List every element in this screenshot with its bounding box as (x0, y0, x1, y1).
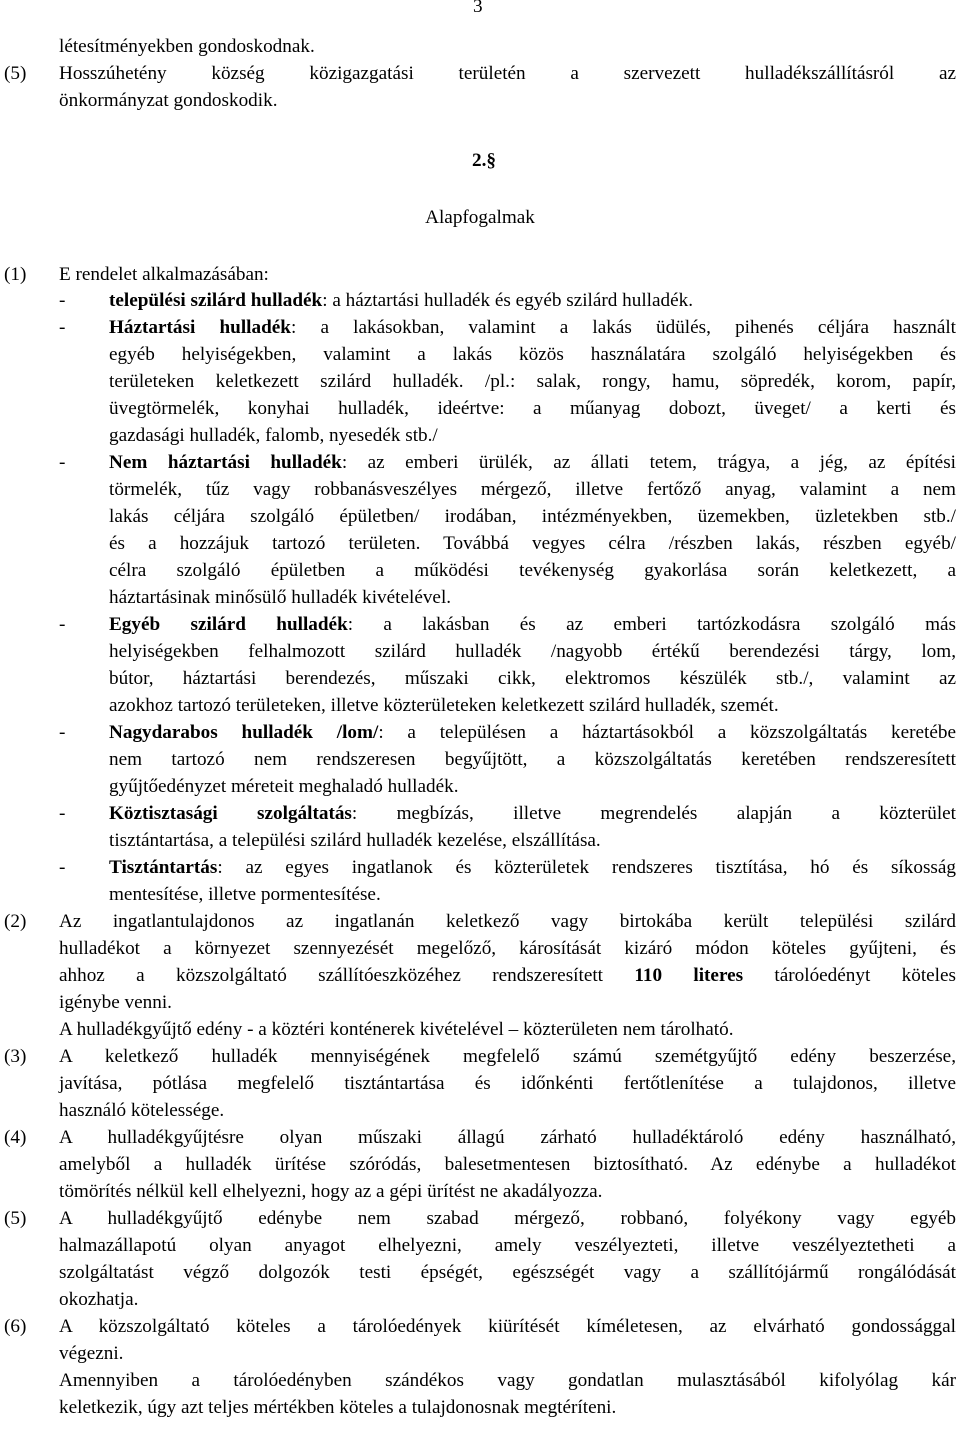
paragraph-line: hulladékot a környezet szennyezését megelőző, károsítását kizáró módon köteles gyűjteni, és (59, 938, 956, 959)
definition-line: Nagydarabos hulladék /lom/: a településen a háztartásokból a közszolgáltatás keretébe (109, 722, 956, 743)
definition-line: helyiségekben felhalmozott szilárd hulladék /nagyobb értékű berendezési tárgy, lom, (109, 641, 956, 662)
definition-line: egyéb helyiségekben, valamint a lakás közös használatára szolgáló helyiségekben és (109, 344, 956, 365)
paragraph-line: A hulladékgyűjtő edénybe nem szabad mérgező, robbanó, folyékony vagy egyéb (59, 1208, 956, 1229)
bold-volume: 110 literes (634, 965, 744, 986)
definition-line: törmelék, tűz vagy robbanásveszélyes mérgező, illetve fertőző anyag, valamint a nem (109, 479, 956, 500)
definition-line: azokhoz tartozó területeken, illetve közterületeken keletkezett szilárd hulladék, szemét. (109, 695, 779, 716)
paragraph-line: A keletkező hulladék mennyiségének megfelelő számú szemétgyűjtő edény beszerzése, (59, 1046, 956, 1067)
paragraph-line: javítása, pótlása megfelelő tisztántartása és időnkénti fertőtlenítése a tulajdonos, illetve (59, 1073, 956, 1094)
section-number-text: 2. (472, 150, 487, 171)
definition-line: célra szolgáló épületben a működési tevékenység gyakorlása során keletkezett, a (109, 560, 956, 581)
intro-line: önkormányzat gondoskodik. (59, 90, 278, 111)
definition-line: Egyéb szilárd hulladék: a lakásban és az emberi tartózkodásra szolgáló más (109, 614, 956, 635)
paragraph-label: (6) (4, 1316, 27, 1337)
definition-line: mentesítése, illetve pormentesítése. (109, 884, 381, 905)
paragraph-line: amelyből a hulladék ürítése szóródás, balesetmentesen biztosítható. Az edénybe a hulladékot (59, 1154, 956, 1175)
list-dash: - (59, 290, 66, 311)
definition-term: Egyéb szilárd hulladék (109, 614, 348, 635)
definition-term: Nem háztartási hulladék (109, 452, 342, 473)
paragraph-line: tömörítés nélkül kell elhelyezni, hogy az a gépi ürítést ne akadályozza. (59, 1181, 603, 1202)
definition-line: Tisztántartás: az egyes ingatlanok és közterületek rendszeres tisztítása, hó és síkosság (109, 857, 956, 878)
definition-line: háztartásinak minősülő hulladék kivételével. (109, 587, 452, 608)
definition-term: települési szilárd hulladék (109, 290, 323, 311)
definition-term: Tisztántartás (109, 857, 218, 878)
paragraph-line: Az ingatlantulajdonos az ingatlanán keletkező vagy birtokába került települési szilárd (59, 911, 956, 932)
definition-line: és a hozzájuk tartozó területen. Továbbá vegyes célra /részben lakás, részben egyéb/ (109, 533, 956, 554)
intro-line: létesítményekben gondoskodnak. (59, 36, 315, 57)
paragraph-label: (4) (4, 1127, 27, 1148)
list-dash: - (59, 452, 66, 473)
paragraph-line: keletkezik, úgy azt teljes mértékben köteles a tulajdonosnak megtéríteni. (59, 1397, 617, 1418)
definition-line: települési szilárd hulladék: a háztartási hulladék és egyéb szilárd hulladék. (109, 290, 694, 311)
definition-line: gyűjtőedényzet méreteit meghaladó hulladék. (109, 776, 459, 797)
paragraph-label: (5) (4, 1208, 27, 1229)
paragraph-line: használó kötelessége. (59, 1100, 225, 1121)
definition-term: Köztisztasági szolgáltatás (109, 803, 352, 824)
paragraph-label: (3) (4, 1046, 27, 1067)
definition-line: lakás céljára szolgáló épületben/ irodában, intézményekben, üzemekben, üzletekben stb./ (109, 506, 956, 527)
definition-line: bútor, háztartási berendezés, műszaki cikk, elektromos készülék stb./, valamint az (109, 668, 956, 689)
definition-line: üvegtörmelék, konyhai hulladék, ideértve: a műanyag dobozt, üveget/ a kerti és (109, 398, 956, 419)
paragraph-label: (2) (4, 911, 27, 932)
paragraph-line: A közszolgáltató köteles a tárolóedények kiürítését kíméletesen, az elvárható gondossággal (59, 1316, 956, 1337)
definition-line: nem tartozó nem rendszeresen begyűjtött, a közszolgáltatás keretében rendszeresített (109, 749, 956, 770)
section-sign: § (486, 150, 496, 171)
list-dash: - (59, 803, 66, 824)
definition-line: Háztartási hulladék: a lakásokban, valamint a lakás üdülés, pihenés céljára használt (109, 317, 956, 338)
list-dash: - (59, 614, 66, 635)
list-dash: - (59, 317, 66, 338)
paragraph-line: A hulladékgyűjtésre olyan műszaki állagú zárható hulladéktároló edény használható, (59, 1127, 956, 1148)
section-title: Alapfogalmak (425, 207, 535, 228)
paragraph-label: (1) (4, 264, 27, 285)
paragraph-intro: E rendelet alkalmazásában: (59, 264, 269, 285)
intro-line: Hosszúhetény község közigazgatási területén a szervezett hulladékszállításról az (59, 63, 956, 84)
paragraph-line: okozhatja. (59, 1289, 139, 1310)
section-number (4, 148, 960, 175)
paragraph-line: igénybe venni. (59, 992, 172, 1013)
definition-line: területeken keletkezett szilárd hulladék. /pl.: salak, rongy, hamu, söpredék, korom, papír, (109, 371, 956, 392)
paragraph-line: Amennyiben a tárolóedényben szándékos vagy gondatlan mulasztásából kifolyólag kár (59, 1370, 956, 1391)
list-dash: - (59, 722, 66, 743)
paragraph-line: A hulladékgyűjtő edény - a köztéri konténerek kivételével – közterületen nem tárolható. (59, 1019, 734, 1040)
paragraph-label: (5) (4, 63, 27, 84)
definition-line: tisztántartása, a települési szilárd hulladék kezelése, elszállítása. (109, 830, 601, 851)
paragraph-line: végezni. (59, 1343, 124, 1364)
paragraph-line: szolgáltatást végző dolgozók testi épségét, egészségét vagy a szállítójármű rongálódását (59, 1262, 956, 1283)
definition-line: Nem háztartási hulladék: az emberi ürülék, az állati tetem, trágya, a jég, az építési (109, 452, 956, 473)
definition-term: Nagydarabos hulladék /lom/ (109, 722, 379, 743)
definition-line: Köztisztasági szolgáltatás: megbízás, illetve megrendelés alapján a közterület (109, 803, 956, 824)
definition-term: Háztartási hulladék (109, 317, 291, 338)
paragraph-line: halmazállapotú olyan anyagot elhelyezni, amely veszélyezteti, illetve veszélyeztetheti a (59, 1235, 956, 1256)
paragraph-line: ahhoz a közszolgáltató szállítóeszközéhez rendszeresített 110 literes tárolóedényt köteles (59, 965, 956, 986)
page-number: 3 (473, 0, 483, 17)
definition-line: gazdasági hulladék, falomb, nyesedék stb./ (109, 425, 438, 446)
list-dash: - (59, 857, 66, 878)
